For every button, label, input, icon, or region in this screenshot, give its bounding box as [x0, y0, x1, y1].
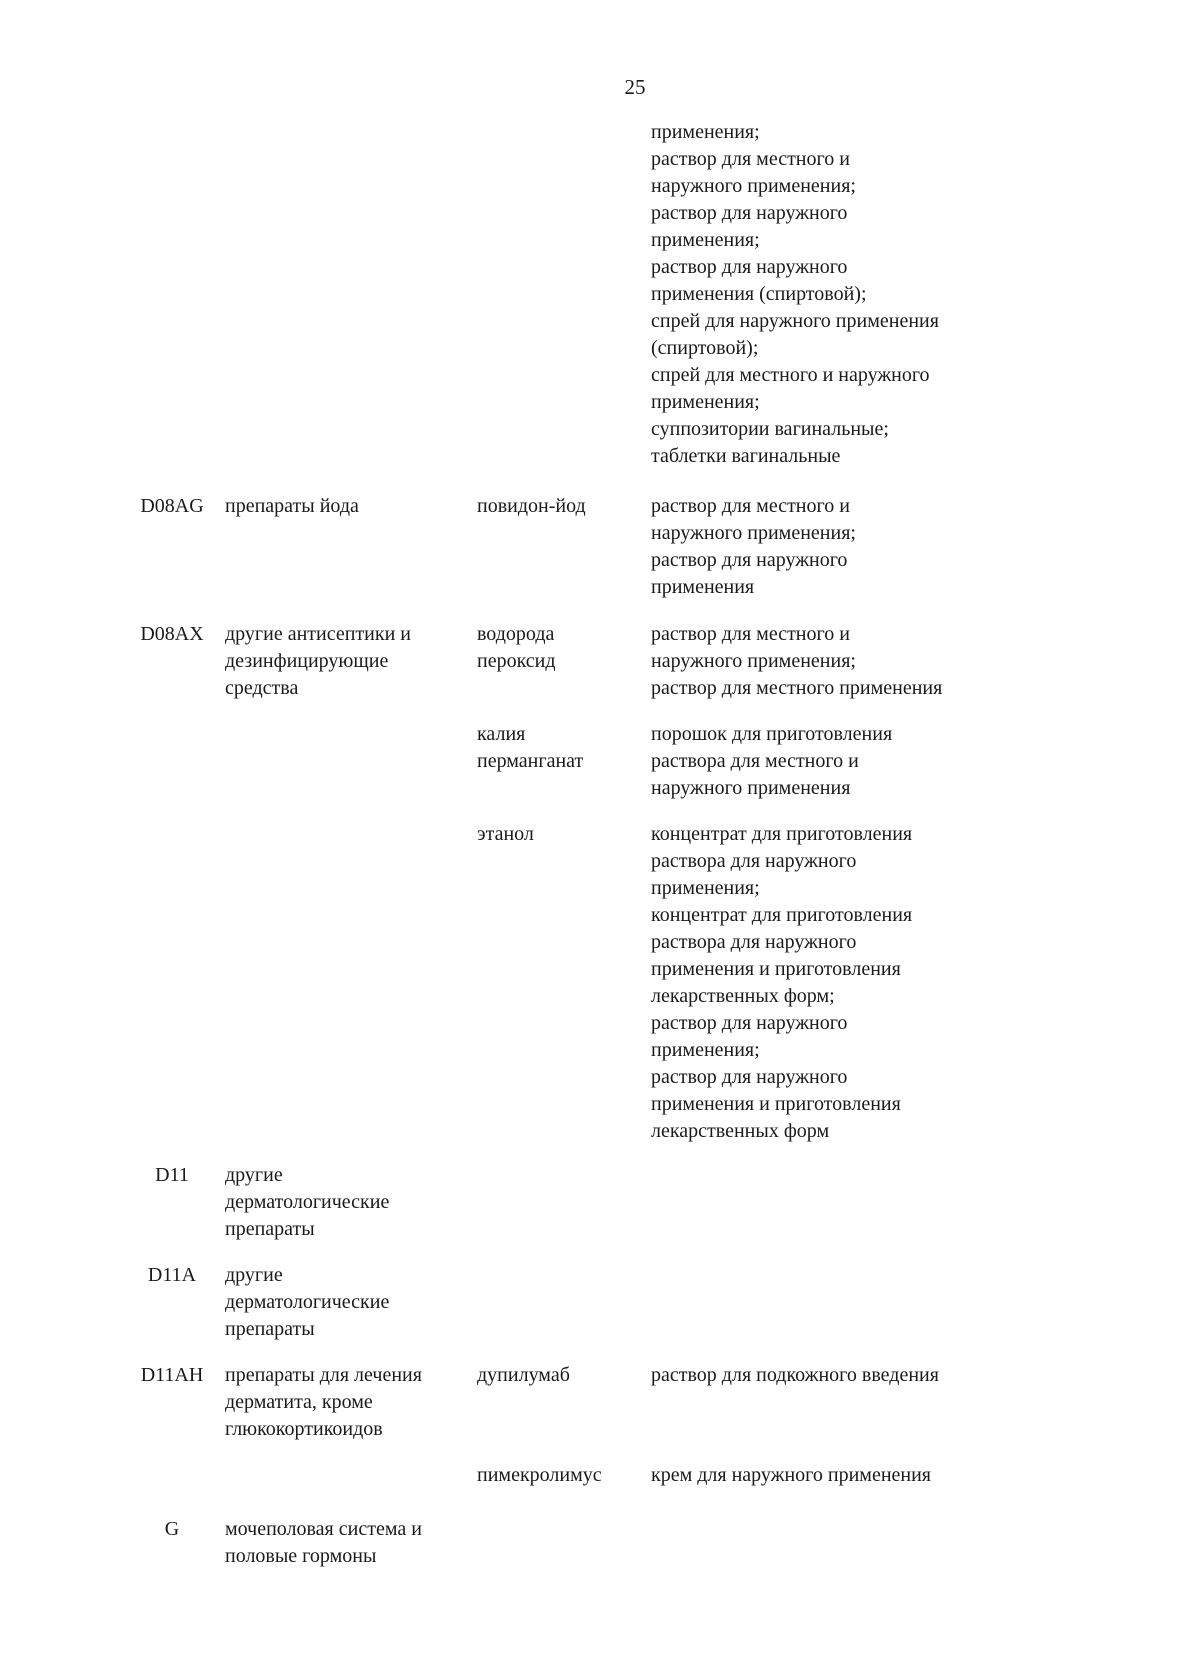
atc-group: [225, 1262, 465, 1343]
form-line: спрей для наружного применения: [651, 310, 939, 332]
atc-group: [225, 493, 465, 520]
form-line: применения;: [651, 391, 760, 413]
drug-name: [477, 493, 642, 520]
form-line: раствора для местного и: [651, 750, 859, 772]
form-line: раствора для наружного: [651, 931, 857, 953]
form-line: раствор для местного применения: [651, 677, 943, 699]
drug-line: пероксид: [477, 650, 556, 672]
form-line: раствор для наружного: [651, 202, 848, 224]
drug-line: водорода: [477, 623, 555, 645]
dosage-forms: [651, 1362, 1000, 1389]
atc-code: D08AG: [140, 495, 204, 517]
atc-code: D11A: [147, 1264, 197, 1286]
group-line: мочеполовая система и: [225, 1518, 422, 1540]
drug-line: перманганат: [477, 750, 584, 772]
form-line: концентрат для приготовления: [651, 823, 913, 845]
drug-name: [477, 621, 642, 675]
atc-group: [225, 621, 465, 702]
group-line: глюкокортикоидов: [225, 1418, 383, 1440]
dosage-forms: [651, 493, 1000, 601]
form-line: крем для наружного применения: [651, 1464, 932, 1486]
form-line: раствор для наружного: [651, 256, 848, 278]
group-line: другие: [225, 1264, 283, 1286]
group-line: дерматита, кроме: [225, 1391, 373, 1413]
atc-group: [225, 1516, 465, 1570]
form-line: раствор для местного и: [651, 148, 850, 170]
form-line: таблетки вагинальные: [651, 445, 841, 467]
drug-name: [477, 721, 642, 775]
drug-line: дупилумаб: [477, 1364, 570, 1386]
atc-code: D11: [155, 1164, 189, 1186]
dosage-forms: [651, 621, 1000, 702]
form-line: раствор для наружного: [651, 549, 848, 571]
form-line: применения: [651, 576, 755, 598]
form-line: концентрат для приготовления: [651, 904, 913, 926]
group-line: препараты: [225, 1218, 315, 1240]
group-line: половые гормоны: [225, 1545, 377, 1567]
form-line: раствор для наружного: [651, 1066, 848, 1088]
form-line: применения;: [651, 229, 760, 251]
atc-group: [225, 1362, 465, 1443]
drug-line: этанол: [477, 823, 534, 845]
group-line: препараты йода: [225, 495, 359, 517]
dosage-forms: [651, 821, 1000, 1145]
form-line: наружного применения;: [651, 522, 856, 544]
form-line: раствор для местного и: [651, 495, 850, 517]
group-line: дерматологические: [225, 1191, 390, 1213]
dosage-forms: [651, 721, 1000, 802]
form-line: лекарственных форм: [651, 1120, 830, 1142]
atc-code: D11AH: [140, 1364, 204, 1386]
dosage-forms: [651, 119, 1000, 470]
form-line: применения и приготовления: [651, 1093, 901, 1115]
form-line: раствор для наружного: [651, 1012, 848, 1034]
drug-name: [477, 1462, 642, 1489]
group-line: средства: [225, 677, 299, 699]
form-line: суппозитории вагинальные;: [651, 418, 889, 440]
form-line: порошок для приготовления: [651, 723, 893, 745]
atc-group: [225, 1162, 465, 1243]
group-line: другие антисептики и: [225, 623, 411, 645]
form-line: (спиртовой);: [651, 337, 759, 359]
drug-line: повидон-йод: [477, 495, 586, 517]
group-line: дерматологические: [225, 1291, 390, 1313]
page-number: 25: [624, 75, 646, 99]
form-line: применения;: [651, 121, 760, 143]
drug-line: калия: [477, 723, 526, 745]
atc-code: D08AX: [140, 623, 204, 645]
group-line: препараты: [225, 1318, 315, 1340]
form-line: наружного применения: [651, 777, 851, 799]
form-line: лекарственных форм;: [651, 985, 835, 1007]
form-line: спрей для местного и наружного: [651, 364, 930, 386]
form-line: наружного применения;: [651, 650, 856, 672]
form-line: применения (спиртовой);: [651, 283, 867, 305]
form-line: применения;: [651, 1039, 760, 1061]
form-line: применения;: [651, 877, 760, 899]
group-line: другие: [225, 1164, 283, 1186]
form-line: раствора для наружного: [651, 850, 857, 872]
group-line: препараты для лечения: [225, 1364, 422, 1386]
group-line: дезинфицирующие: [225, 650, 389, 672]
atc-code: G: [164, 1518, 180, 1540]
drug-name: [477, 821, 642, 848]
form-line: раствор для местного и: [651, 623, 850, 645]
drug-line: пимекролимус: [477, 1464, 602, 1486]
dosage-forms: [651, 1462, 1000, 1489]
drug-name: [477, 1362, 642, 1389]
form-line: применения и приготовления: [651, 958, 901, 980]
form-line: раствор для подкожного введения: [651, 1364, 939, 1386]
form-line: наружного применения;: [651, 175, 856, 197]
